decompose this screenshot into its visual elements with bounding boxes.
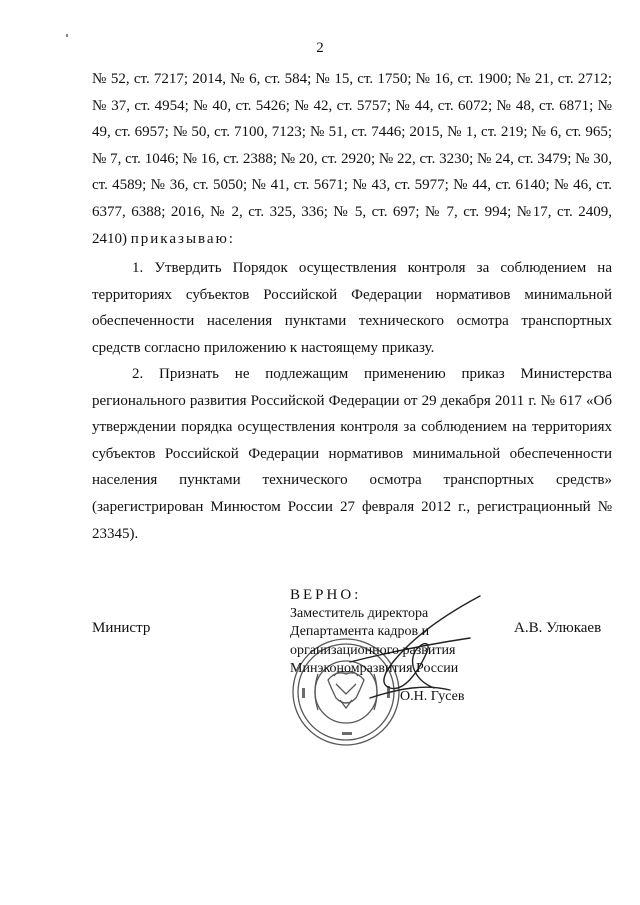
certifier-name: О.Н. Гусев — [400, 689, 465, 704]
order-item-1-text: 1. Утвердить Порядок осуществления контроля за соблюдением на территориях субъектов Российской Федерации нормативов минимальной обеспеченности населения пунктами технического осмотра транспортных средств согласно приложению к настоящему приказу. — [92, 260, 612, 356]
references-text: № 52, ст. 7217; 2014, № 6, ст. 584; № 15, ст. 1750; № 16, ст. 1900; № 21, ст. 2712; № 37, ст. 4954; № 40, ст. 5426; № 42, ст. 5757; № 44, ст. 6072; № 48, ст. 6871; № 49, ст. 6957; № 50, ст. 7100, 7123; № 51, ст. 7446; 2015, № 1, ст. 219; № 6, ст. 965; № 7, ст. 1046; № 16, ст. 2388; № 20, ст. 2920; № 22, ст. 3230; № 24, ст. 3479; № 30, ст. 4589; № 36, ст. 5050; № 41, ст. 5671; № 43, ст. 5977; № 44, ст. 6140; № 46, ст. 6377, 6388; 2016, № 2, ст. 325, 336; № 5, ст. 697; № 7, ст. 994; №17, ст. 2409, 2410) — [92, 71, 612, 247]
order-item-2 — [92, 361, 612, 547]
signatory-title: Министр — [92, 620, 151, 636]
certification-block — [290, 586, 458, 679]
order-word: приказываю: — [130, 230, 235, 247]
certifier-position-line-2: Департамента кадров и — [290, 624, 430, 639]
certifier-position-line-4: Минэкономразвития России — [290, 661, 459, 676]
certification-heading: ВЕРНО: — [290, 587, 362, 603]
signatory-name: А.В. Улюкаев — [514, 620, 602, 636]
page-number: 2 — [316, 40, 324, 56]
order-item-2-text: 2. Признать не подлежащим применению приказ Министерства регионального развития Российской Федерации от 29 декабря 2011 г. № 617 «Об утверждении порядка осуществления контроля за соблюдением на территориях субъектов Российской Федерации нормативов минимальной обеспеченности населения пунктами технического осмотра транспортных средств» (зарегистрирован Минюстом России 27 февраля 2012 г., регистрационный № 23345). — [92, 366, 612, 542]
certifier-position-line-3: организационного развития — [290, 642, 456, 658]
legal-references-paragraph — [92, 66, 612, 252]
certifier-position-line-1: Заместитель директора — [290, 605, 429, 621]
scan-artifact — [66, 34, 68, 37]
order-item-1 — [92, 255, 612, 361]
